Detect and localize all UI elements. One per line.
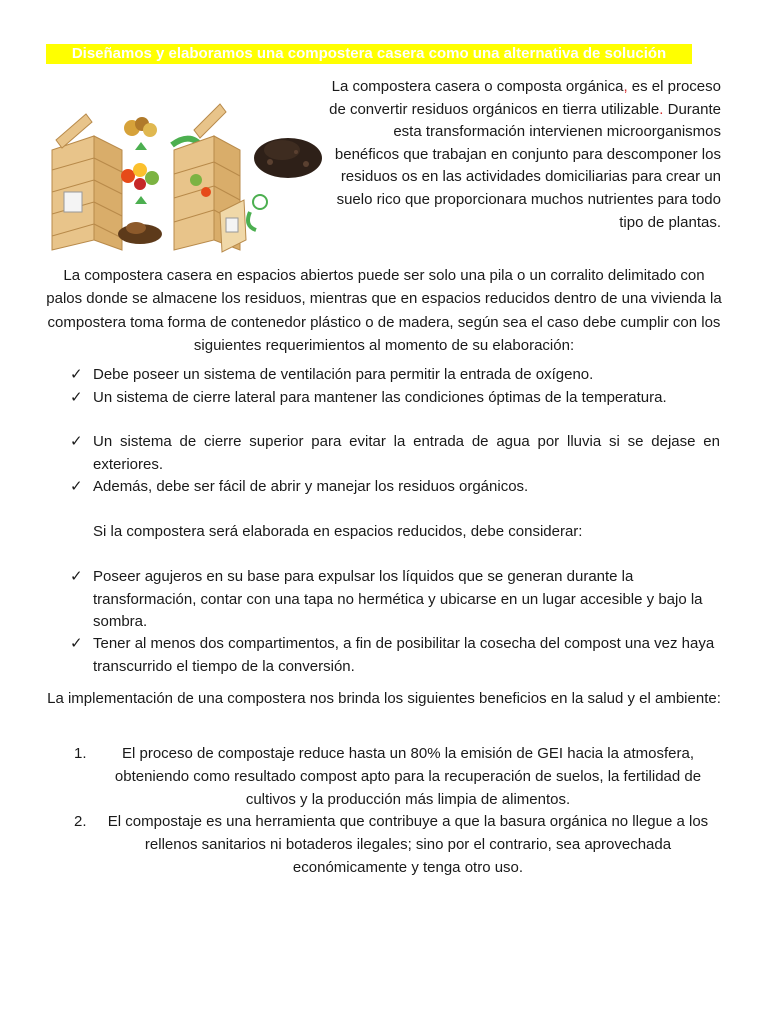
wooden-crate-right	[174, 104, 246, 252]
reduced-space-item: Tener al menos dos compartimentos, a fin de posibilitar la cosecha del compost una vez haya transcurrido el tiempo de la conversión.	[93, 635, 715, 675]
requirement-item: Un sistema de cierre superior para evitar la entrada de agua por lluvia si se dejase en exteriores.	[93, 433, 720, 473]
intro-text-3: Durante esta transformación intervienen microorganismos benéficos que trabajan en conjunto para descomponer los residuos os en las actividades domiciliarias para crear un suelo rico que proporcionara muchos nutrientes para todo tipo de plantas.	[334, 100, 721, 231]
benefits-intro: La implementación de una compostera nos brinda los siguientes beneficios en la salud y el ambiente:	[47, 690, 721, 707]
benefit-item: El compostaje es una herramienta que contribuye a que la basura orgánica no llegue a los rellenos sanitarios ni botaderos ilegales; sino por el contrario, sea aprovechada económicamente y tenga otro uso.	[107, 813, 709, 876]
intro-red-comma: ,	[623, 78, 628, 95]
requirement-item: Debe poseer un sistema de ventilación para permitir la entrada de oxígeno.	[93, 366, 594, 383]
benefit-number: 2.	[74, 813, 87, 830]
compost-illustration	[44, 100, 324, 260]
reduced-space-item: Poseer agujeros en su base para expulsar los líquidos que se generan durante la transformación, contar con una tapa no hermética y ubicarse en un lugar accesible y bajo la sombra.	[93, 568, 703, 630]
intro-red-dot: .	[659, 100, 664, 118]
organic-waste-icons	[118, 117, 162, 244]
requirement-item: Un sistema de cierre lateral para mantener las condiciones óptimas de la temperatura.	[93, 389, 667, 406]
consider-heading: Si la compostera será elaborada en espacios reducidos, debe considerar:	[93, 523, 583, 540]
check-icon: ✓	[70, 433, 83, 450]
compost-pile	[254, 138, 322, 178]
intro-paragraph	[326, 76, 721, 234]
check-icon: ✓	[70, 389, 83, 406]
document-title: Diseñamos y elaboramos una compostera casera como una alternativa de solución	[46, 44, 692, 64]
check-icon: ✓	[70, 635, 83, 652]
benefit-number: 1.	[74, 745, 87, 762]
check-icon: ✓	[70, 568, 83, 585]
intro-text-1: La compostera casera o composta orgánica	[331, 78, 624, 95]
wooden-crate-left	[52, 114, 122, 250]
intro-text-2: es el proceso de convertir residuos orgánicos en tierra utilizable	[329, 78, 721, 118]
benefit-item: El proceso de compostaje reduce hasta un 80% la emisión de GEI hacia la atmosfera, obteniendo como resultado compost apto para la recuperación de suelos, la fertilidad de cultivos y la producción más limpia de alimentos.	[114, 745, 702, 808]
requirement-item: Además, debe ser fácil de abrir y manejar los residuos orgánicos.	[93, 478, 529, 495]
check-icon: ✓	[70, 478, 83, 495]
requirements-paragraph: La compostera casera en espacios abiertos puede ser solo una pila o un corralito delimitado con palos donde se almacene los residuos, mientras que en espacios reducidos dentro de una vivienda la compostera toma forma de contenedor plástico o de madera, según sea el caso debe cumplir con los siguientes requerimientos al momento de su elaboración:	[46, 267, 722, 354]
check-icon: ✓	[70, 366, 83, 383]
clock-icon	[253, 195, 267, 209]
